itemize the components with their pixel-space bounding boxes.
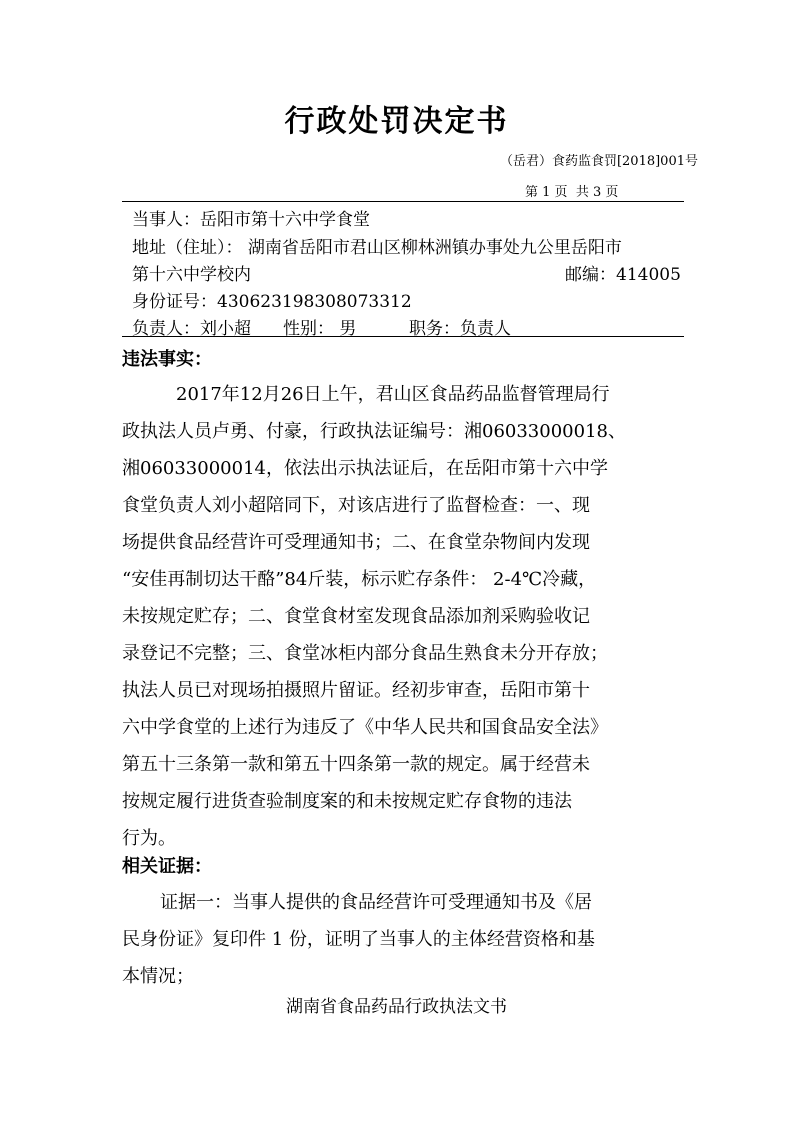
facts-line: 执法人员已对现场拍摄照片留证。经初步审查，岳阳市第十 (122, 680, 590, 701)
page-total: 共 3 页 (575, 185, 619, 200)
page-number: 第 1 页 (525, 185, 568, 200)
evidence-heading: 相关证据： (122, 856, 212, 877)
evidence-line: 证据一：当事人提供的食品经营许可受理通知书及《居 (160, 892, 592, 913)
header-rule-top (122, 201, 684, 202)
document-title: 行政处罚决定书 (284, 104, 509, 139)
facts-line: 按规定履行进货查验制度案的和未按规定贮存食物的违法 (122, 791, 572, 812)
facts-line: 行为。 (122, 828, 176, 849)
party-address-line2: 第十六中学校内 (132, 265, 251, 285)
facts-line: 场提供食品经营许可受理通知书；二、在食堂杂物间内发现 (122, 532, 590, 553)
facts-heading: 违法事实： (122, 349, 212, 370)
facts-line: 录登记不完整；三、食堂冰柜内部分食品生熟食未分开存放； (122, 643, 608, 664)
party-address-line1: 地址（住址）： 湖南省岳阳市君山区柳林洲镇办事处九公里岳阳市 (132, 238, 622, 258)
facts-line: 食堂负责人刘小超陪同下，对该店进行了监督检查：一、现 (122, 495, 590, 516)
header-rule-bottom (122, 336, 684, 337)
facts-line: 2017年12月26日上午，君山区食品药品监督管理局行 (176, 384, 610, 405)
evidence-line: 民身份证》复印件 1 份，证明了当事人的主体经营资格和基 (122, 929, 595, 950)
facts-line: 第五十三条第一款和第五十四条第一款的规定。属于经营未 (122, 754, 590, 775)
document-number: （岳君）食药监食罚[2018]001号 (499, 154, 698, 169)
facts-line: 政执法人员卢勇、付豪，行政执法证编号：湘06033000018、 (122, 421, 626, 442)
facts-line: 未按规定贮存；二、食堂食材室发现食品添加剂采购验收记 (122, 606, 590, 627)
facts-line: “安佳再制切达干酪”84斤装，标示贮存条件： 2-4℃冷藏， (122, 569, 597, 590)
party-responsible-person: 负责人：刘小超 (132, 319, 251, 339)
party-postcode: 邮编：414005 (565, 265, 681, 285)
evidence-line: 本情况； (122, 966, 194, 987)
facts-line: 六中学食堂的上述行为违反了《中华人民共和国食品安全法》 (122, 717, 608, 738)
party-id-number: 身份证号：430623198308073312 (132, 292, 412, 312)
party-name: 当事人：岳阳市第十六中学食堂 (132, 210, 370, 230)
party-position: 职务：负责人 (409, 319, 511, 339)
party-gender: 性别： 男 (283, 319, 357, 339)
document-footer: 湖南省食品药品行政执法文书 (286, 997, 507, 1017)
facts-line: 湘06033000014，依法出示执法证后，在岳阳市第十六中学 (122, 458, 608, 479)
page-info (525, 181, 618, 200)
